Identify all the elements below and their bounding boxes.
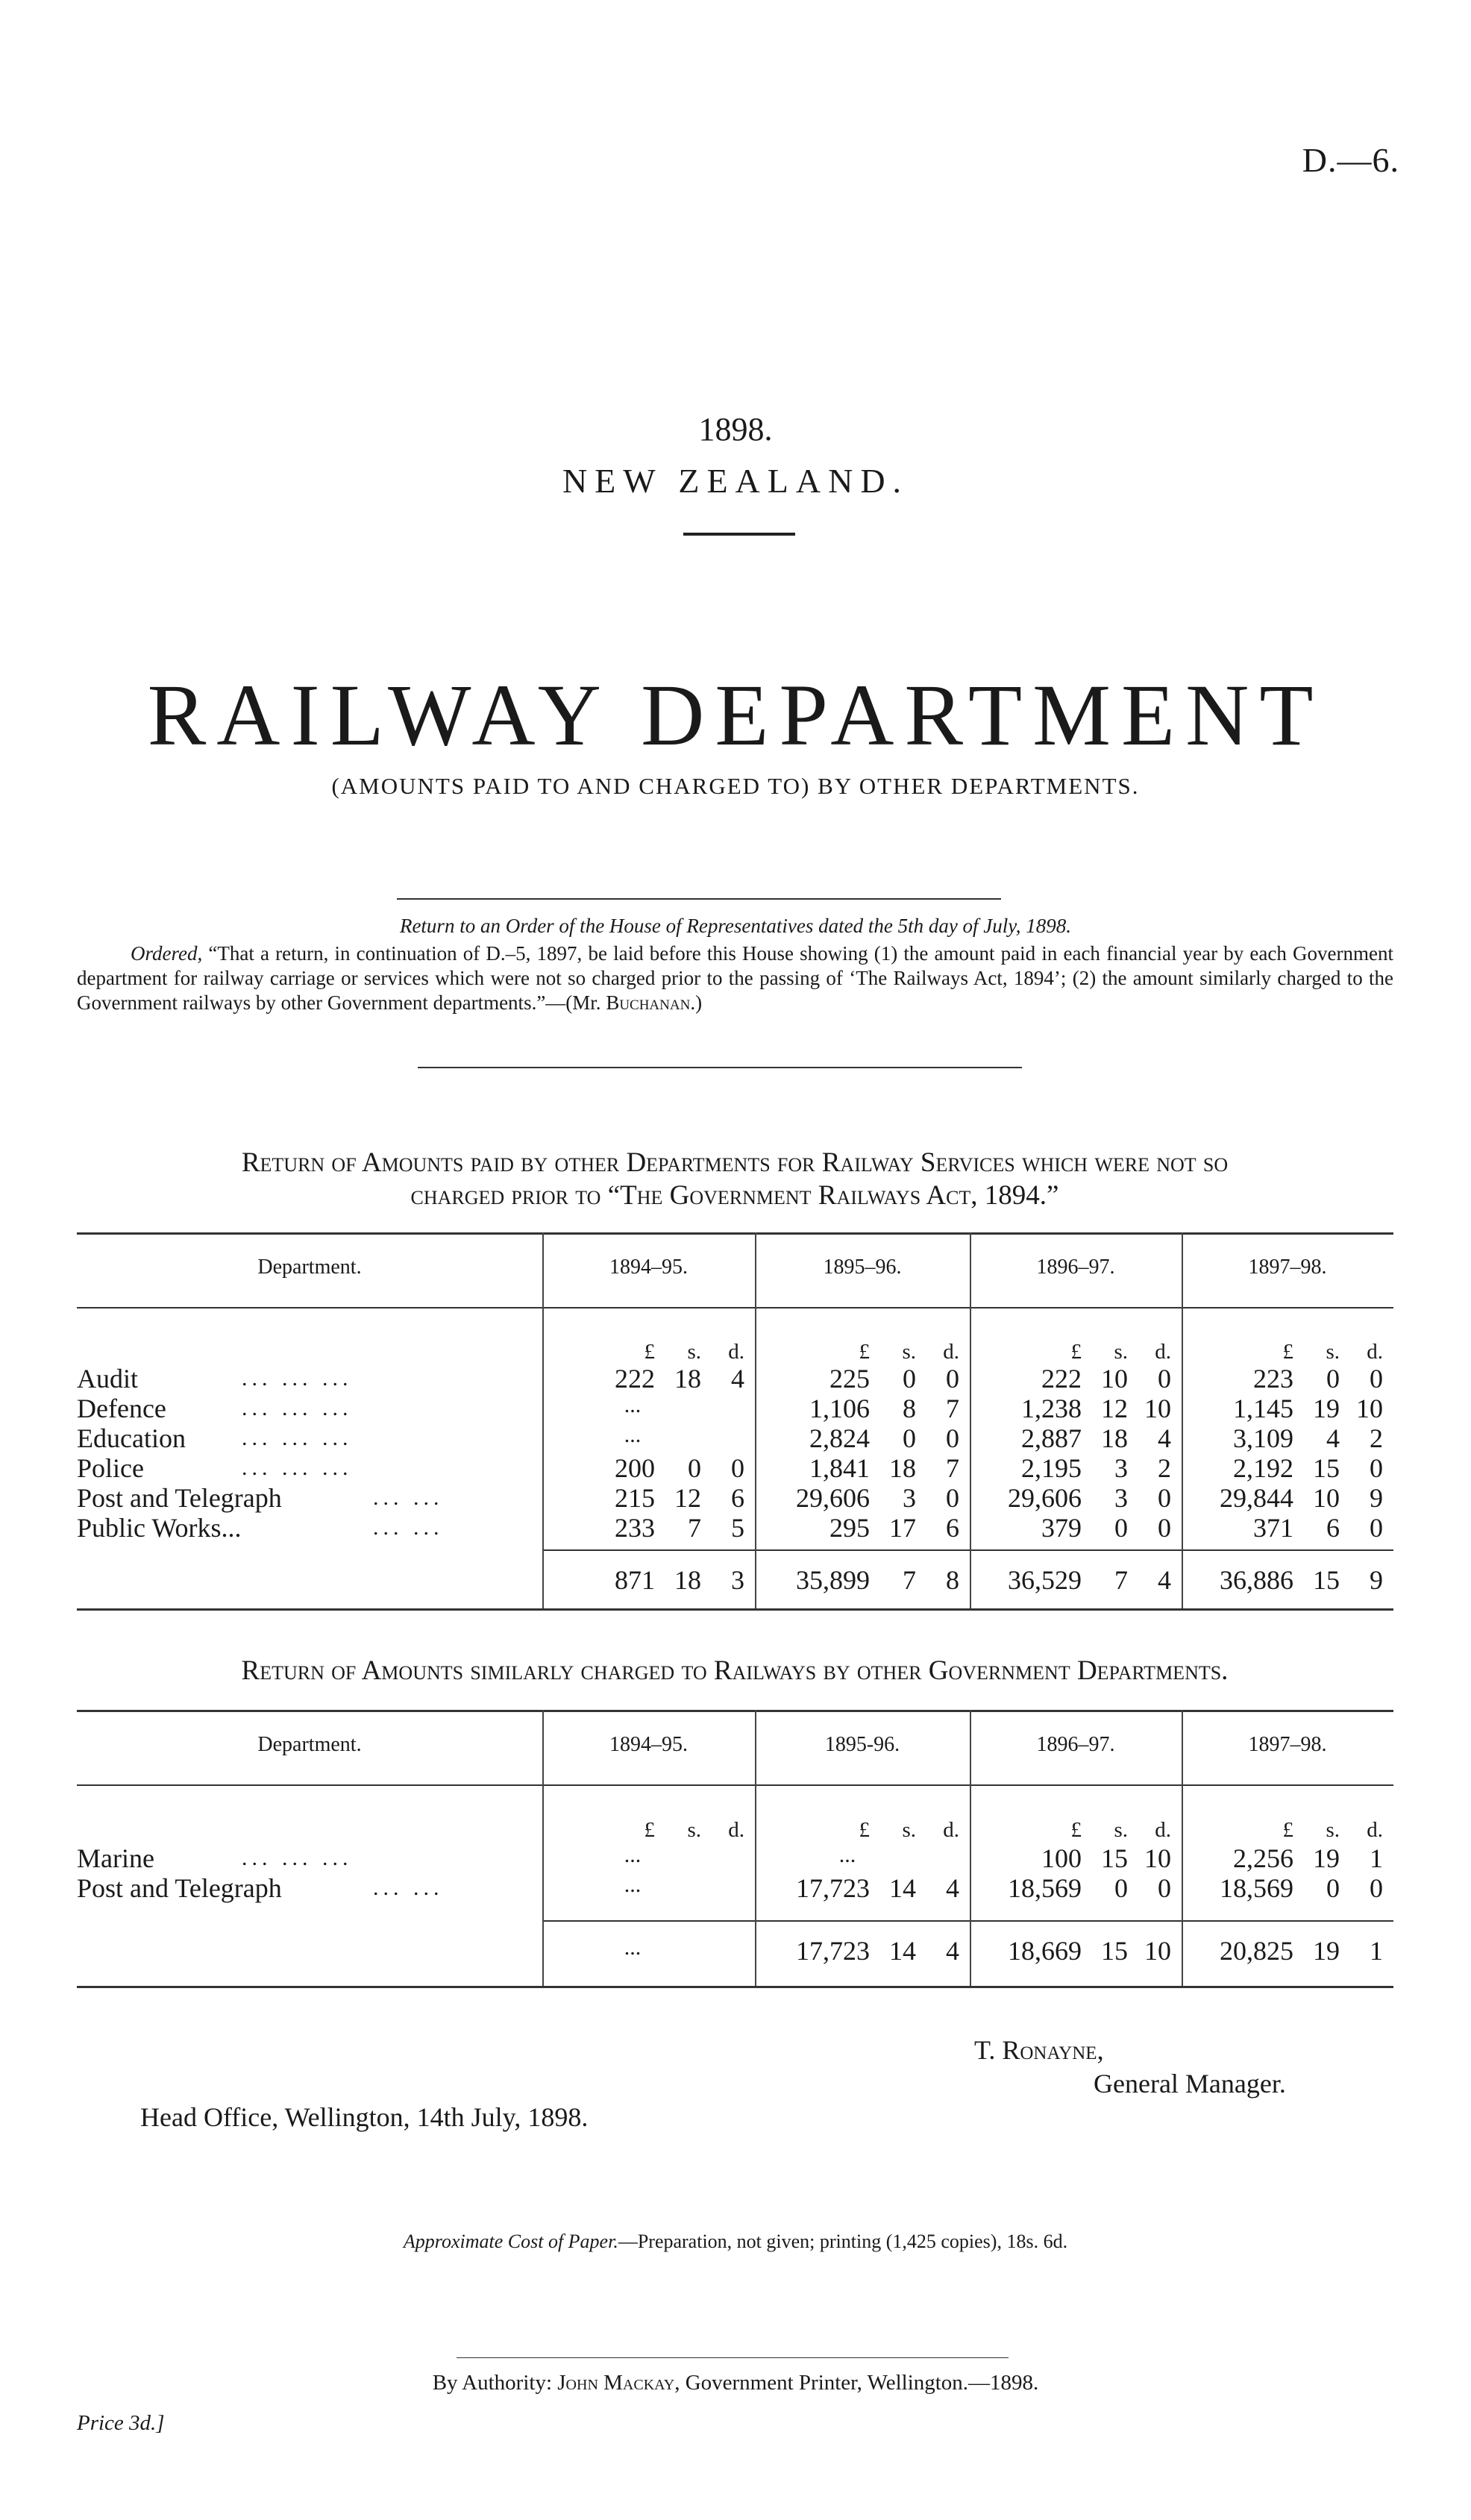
shillings-value: 0 bbox=[1114, 1513, 1128, 1543]
empty-cell: ... bbox=[624, 1393, 642, 1417]
pounds-value: 222 bbox=[1041, 1364, 1082, 1394]
shillings-value: 0 bbox=[1114, 1873, 1128, 1903]
pence-value: 0 bbox=[946, 1423, 959, 1453]
shillings-value: 3 bbox=[1114, 1453, 1128, 1483]
column-divider bbox=[970, 1710, 971, 1986]
column-header-year: 1894–95. bbox=[609, 1733, 688, 1756]
pounds-value: 29,606 bbox=[796, 1483, 870, 1513]
shillings-value: 0 bbox=[903, 1423, 916, 1453]
unit-pound: £ bbox=[644, 1818, 655, 1842]
pounds-value: 17,723 bbox=[796, 1936, 870, 1966]
pounds-value: 35,899 bbox=[796, 1565, 870, 1595]
pence-value: 4 bbox=[1158, 1423, 1171, 1453]
divider bbox=[418, 1067, 1022, 1068]
pounds-value: 1,145 bbox=[1233, 1394, 1293, 1423]
shillings-value: 19 bbox=[1313, 1394, 1340, 1423]
pence-value: 0 bbox=[1370, 1453, 1383, 1483]
divider bbox=[683, 533, 795, 536]
unit-pence: d. bbox=[943, 1340, 959, 1364]
pounds-value: 18,569 bbox=[1008, 1873, 1082, 1903]
shillings-value: 18 bbox=[674, 1565, 701, 1595]
leader-dots: ... ... bbox=[373, 1485, 444, 1510]
unit-pence: d. bbox=[1367, 1818, 1383, 1842]
leader-dots: ... ... bbox=[373, 1875, 444, 1900]
divider bbox=[457, 2357, 1009, 2358]
signatory-name: T. Ronayne, bbox=[974, 2035, 1104, 2065]
shillings-value: 14 bbox=[889, 1873, 916, 1903]
pence-value: 9 bbox=[1370, 1483, 1383, 1513]
shillings-value: 18 bbox=[1101, 1423, 1128, 1453]
return-order-line: Return to an Order of the House of Representatives dated the 5th day of July, 1898. bbox=[399, 915, 1072, 937]
empty-cell: ... bbox=[624, 1872, 642, 1897]
shillings-value: 15 bbox=[1101, 1843, 1128, 1873]
pence-value: 10 bbox=[1356, 1394, 1383, 1423]
pounds-value: 225 bbox=[829, 1364, 870, 1394]
unit-shilling: s. bbox=[1326, 1340, 1340, 1364]
cost-text: —Preparation, not given; printing (1,425 copies), 18s. 6d. bbox=[618, 2231, 1068, 2252]
pounds-value: 379 bbox=[1041, 1513, 1082, 1543]
leader-dots: ... ... ... bbox=[242, 1396, 353, 1420]
pence-value: 4 bbox=[1158, 1565, 1171, 1595]
leader-dots: ... ... ... bbox=[242, 1426, 353, 1450]
column-header-year: 1895–96. bbox=[823, 1256, 902, 1279]
pounds-value: 2,256 bbox=[1233, 1843, 1293, 1873]
column-divider bbox=[755, 1710, 756, 1986]
table-total-rule bbox=[542, 1549, 1393, 1551]
shillings-value: 15 bbox=[1313, 1565, 1340, 1595]
ordered-paragraph bbox=[77, 941, 1393, 1015]
pounds-value: 18,569 bbox=[1220, 1873, 1293, 1903]
shillings-value: 8 bbox=[903, 1394, 916, 1423]
column-divider bbox=[1182, 1710, 1183, 1986]
pounds-value: 200 bbox=[615, 1453, 655, 1483]
table-bottom-rule bbox=[77, 1608, 1393, 1611]
pounds-value: 36,529 bbox=[1008, 1565, 1082, 1595]
shillings-value: 18 bbox=[674, 1364, 701, 1394]
shillings-value: 18 bbox=[889, 1453, 916, 1483]
pence-value: 5 bbox=[731, 1513, 744, 1543]
divider bbox=[397, 898, 1001, 900]
empty-cell: ... bbox=[624, 1935, 642, 1960]
pence-value: 1 bbox=[1370, 1843, 1383, 1873]
pounds-value: 223 bbox=[1253, 1364, 1293, 1394]
column-header-department: Department. bbox=[257, 1256, 362, 1279]
unit-pence: d. bbox=[1155, 1340, 1171, 1364]
pence-value: 6 bbox=[946, 1513, 959, 1543]
column-divider bbox=[1182, 1232, 1183, 1608]
unit-pound: £ bbox=[859, 1340, 870, 1364]
document-reference: D.—6. bbox=[1302, 141, 1399, 179]
shillings-value: 0 bbox=[903, 1364, 916, 1394]
pounds-value: 36,886 bbox=[1220, 1565, 1293, 1595]
table-top-rule bbox=[77, 1232, 1393, 1235]
page-title: RAILWAY DEPARTMENT bbox=[147, 666, 1324, 764]
column-header-year: 1895-96. bbox=[824, 1733, 900, 1756]
department-name: Audit bbox=[77, 1364, 139, 1394]
pence-value: 10 bbox=[1144, 1936, 1171, 1966]
unit-shilling: s. bbox=[1114, 1340, 1128, 1364]
price-note: Price 3d.] bbox=[77, 2411, 165, 2435]
unit-pence: d. bbox=[1155, 1818, 1171, 1842]
pence-value: 7 bbox=[946, 1453, 959, 1483]
unit-pound: £ bbox=[1070, 1340, 1082, 1364]
unit-pence: d. bbox=[943, 1818, 959, 1842]
pounds-value: 1,841 bbox=[809, 1453, 870, 1483]
table-header-rule bbox=[77, 1307, 1393, 1308]
cost-label: Approximate Cost of Paper. bbox=[403, 2231, 618, 2252]
column-header-year: 1897–98. bbox=[1248, 1733, 1327, 1756]
leader-dots: ... ... ... bbox=[242, 1846, 353, 1870]
shillings-value: 19 bbox=[1313, 1843, 1340, 1873]
column-divider bbox=[755, 1232, 756, 1608]
printer-name: John Mackay bbox=[557, 2371, 675, 2395]
pounds-value: 215 bbox=[615, 1483, 655, 1513]
shillings-value: 14 bbox=[889, 1936, 916, 1966]
pence-value: 0 bbox=[1158, 1364, 1171, 1394]
shillings-value: 0 bbox=[688, 1453, 701, 1483]
shillings-value: 3 bbox=[903, 1483, 916, 1513]
pounds-value: 29,606 bbox=[1008, 1483, 1082, 1513]
shillings-value: 7 bbox=[903, 1565, 916, 1595]
empty-cell: ... bbox=[624, 1423, 642, 1447]
pence-value: 6 bbox=[731, 1483, 744, 1513]
pounds-value: 1,238 bbox=[1021, 1394, 1082, 1423]
pounds-value: 29,844 bbox=[1220, 1483, 1293, 1513]
unit-shilling: s. bbox=[687, 1818, 701, 1842]
pence-value: 0 bbox=[946, 1483, 959, 1513]
unit-shilling: s. bbox=[902, 1818, 916, 1842]
shillings-value: 15 bbox=[1101, 1936, 1128, 1966]
pounds-value: 233 bbox=[615, 1513, 655, 1543]
pence-value: 4 bbox=[946, 1936, 959, 1966]
pence-value: 0 bbox=[1158, 1873, 1171, 1903]
column-header-year: 1894–95. bbox=[609, 1256, 688, 1279]
column-header-year: 1896–97. bbox=[1036, 1733, 1115, 1756]
pounds-value: 2,195 bbox=[1021, 1453, 1082, 1483]
cost-note bbox=[0, 2231, 1471, 2253]
pounds-value: 3,109 bbox=[1233, 1423, 1293, 1453]
shillings-value: 12 bbox=[1101, 1394, 1128, 1423]
column-header-year: 1896–97. bbox=[1036, 1256, 1115, 1279]
pence-value: 4 bbox=[731, 1364, 744, 1394]
shillings-value: 15 bbox=[1313, 1453, 1340, 1483]
leader-dots: ... ... ... bbox=[242, 1366, 353, 1391]
ordered-end: .) bbox=[690, 991, 703, 1014]
page-subtitle: (AMOUNTS PAID TO AND CHARGED TO) BY OTHER DEPARTMENTS. bbox=[331, 773, 1140, 799]
shillings-value: 10 bbox=[1313, 1483, 1340, 1513]
table-bottom-rule bbox=[77, 1986, 1393, 1988]
year-heading: 1898. bbox=[698, 411, 773, 448]
department-name: Post and Telegraph bbox=[77, 1483, 282, 1513]
pence-value: 2 bbox=[1158, 1453, 1171, 1483]
pence-value: 8 bbox=[946, 1565, 959, 1595]
pence-value: 0 bbox=[731, 1453, 744, 1483]
shillings-value: 17 bbox=[889, 1513, 916, 1543]
column-divider bbox=[542, 1232, 544, 1608]
pounds-value: 17,723 bbox=[796, 1873, 870, 1903]
pounds-value: 2,887 bbox=[1021, 1423, 1082, 1453]
column-divider bbox=[970, 1232, 971, 1608]
shillings-value: 0 bbox=[1326, 1873, 1340, 1903]
pence-value: 0 bbox=[1158, 1513, 1171, 1543]
authority-suffix: , Government Printer, Wellington.—1898. bbox=[674, 2371, 1039, 2395]
signatory-role: General Manager. bbox=[1094, 2069, 1286, 2099]
ordered-text: “That a return, in continuation of D.–5, 1897, be laid before this House showing (1) the amount paid in each financial year by each Government department for railway carriage or services which were not so charged prior to the passing of ‘The Railways Act, 1894’; (2) the amount similarly charged to the Government railways by other Government departments.”—(Mr. bbox=[77, 942, 1393, 1014]
ordered-member: Buchanan bbox=[606, 991, 691, 1014]
ordered-word: Ordered, bbox=[131, 942, 203, 965]
pounds-value: 20,825 bbox=[1220, 1936, 1293, 1966]
pence-value: 10 bbox=[1144, 1843, 1171, 1873]
unit-shilling: s. bbox=[902, 1340, 916, 1364]
pence-value: 7 bbox=[946, 1394, 959, 1423]
unit-pound: £ bbox=[859, 1818, 870, 1842]
unit-shilling: s. bbox=[687, 1340, 701, 1364]
empty-cell: ... bbox=[838, 1843, 856, 1867]
unit-pence: d. bbox=[728, 1340, 744, 1364]
unit-pound: £ bbox=[1070, 1818, 1082, 1842]
pence-value: 4 bbox=[946, 1873, 959, 1903]
place-date: Head Office, Wellington, 14th July, 1898. bbox=[140, 2102, 589, 2132]
country-heading: NEW ZEALAND. bbox=[562, 462, 909, 500]
unit-shilling: s. bbox=[1326, 1818, 1340, 1842]
pounds-value: 871 bbox=[615, 1565, 655, 1595]
pounds-value: 371 bbox=[1253, 1513, 1293, 1543]
pounds-value: 2,192 bbox=[1233, 1453, 1293, 1483]
unit-pence: d. bbox=[728, 1818, 744, 1842]
pounds-value: 100 bbox=[1041, 1843, 1082, 1873]
table1-title bbox=[75, 1147, 1395, 1212]
shillings-value: 7 bbox=[688, 1513, 701, 1543]
pence-value: 0 bbox=[946, 1364, 959, 1394]
pence-value: 10 bbox=[1144, 1394, 1171, 1423]
department-name: Defence bbox=[77, 1394, 166, 1423]
column-header-year: 1897–98. bbox=[1248, 1256, 1327, 1279]
department-name: Marine bbox=[77, 1843, 154, 1873]
pounds-value: 18,669 bbox=[1008, 1936, 1082, 1966]
table1-title-line2: charged prior to “The Government Railways Act, 1894.” bbox=[410, 1180, 1059, 1211]
pence-value: 0 bbox=[1370, 1873, 1383, 1903]
pence-value: 3 bbox=[731, 1565, 744, 1595]
table-header-rule bbox=[77, 1784, 1393, 1786]
table2-title: Return of Amounts similarly charged to Railways by other Government Departments. bbox=[241, 1655, 1229, 1686]
column-divider bbox=[542, 1710, 544, 1986]
shillings-value: 7 bbox=[1114, 1565, 1128, 1595]
shillings-value: 19 bbox=[1313, 1936, 1340, 1966]
shillings-value: 12 bbox=[674, 1483, 701, 1513]
department-name: Post and Telegraph bbox=[77, 1873, 282, 1903]
table-top-rule bbox=[77, 1710, 1393, 1712]
pence-value: 0 bbox=[1158, 1483, 1171, 1513]
pence-value: 1 bbox=[1370, 1936, 1383, 1966]
pence-value: 9 bbox=[1370, 1565, 1383, 1595]
unit-pound: £ bbox=[644, 1340, 655, 1364]
authority-line bbox=[0, 2371, 1471, 2395]
department-name: Police bbox=[77, 1453, 144, 1483]
unit-pence: d. bbox=[1367, 1340, 1383, 1364]
pounds-value: 295 bbox=[829, 1513, 870, 1543]
department-name: Education bbox=[77, 1423, 186, 1453]
pence-value: 0 bbox=[1370, 1364, 1383, 1394]
leader-dots: ... ... ... bbox=[242, 1455, 353, 1480]
authority-prefix: By Authority: bbox=[432, 2371, 558, 2395]
leader-dots: ... ... bbox=[373, 1515, 444, 1540]
pence-value: 2 bbox=[1370, 1423, 1383, 1453]
shillings-value: 10 bbox=[1101, 1364, 1128, 1394]
empty-cell: ... bbox=[624, 1843, 642, 1867]
pounds-value: 2,824 bbox=[809, 1423, 870, 1453]
pounds-value: 222 bbox=[615, 1364, 655, 1394]
shillings-value: 4 bbox=[1326, 1423, 1340, 1453]
table1-title-line1: Return of Amounts paid by other Departments for Railway Services which were not so bbox=[241, 1147, 1229, 1178]
pounds-value: 1,106 bbox=[809, 1394, 870, 1423]
column-header-department: Department. bbox=[257, 1733, 362, 1756]
shillings-value: 0 bbox=[1326, 1364, 1340, 1394]
pence-value: 0 bbox=[1370, 1513, 1383, 1543]
unit-pound: £ bbox=[1282, 1340, 1293, 1364]
shillings-value: 3 bbox=[1114, 1483, 1128, 1513]
table-total-rule bbox=[542, 1920, 1393, 1922]
unit-shilling: s. bbox=[1114, 1818, 1128, 1842]
department-name: Public Works... bbox=[77, 1513, 242, 1543]
shillings-value: 6 bbox=[1326, 1513, 1340, 1543]
unit-pound: £ bbox=[1282, 1818, 1293, 1842]
